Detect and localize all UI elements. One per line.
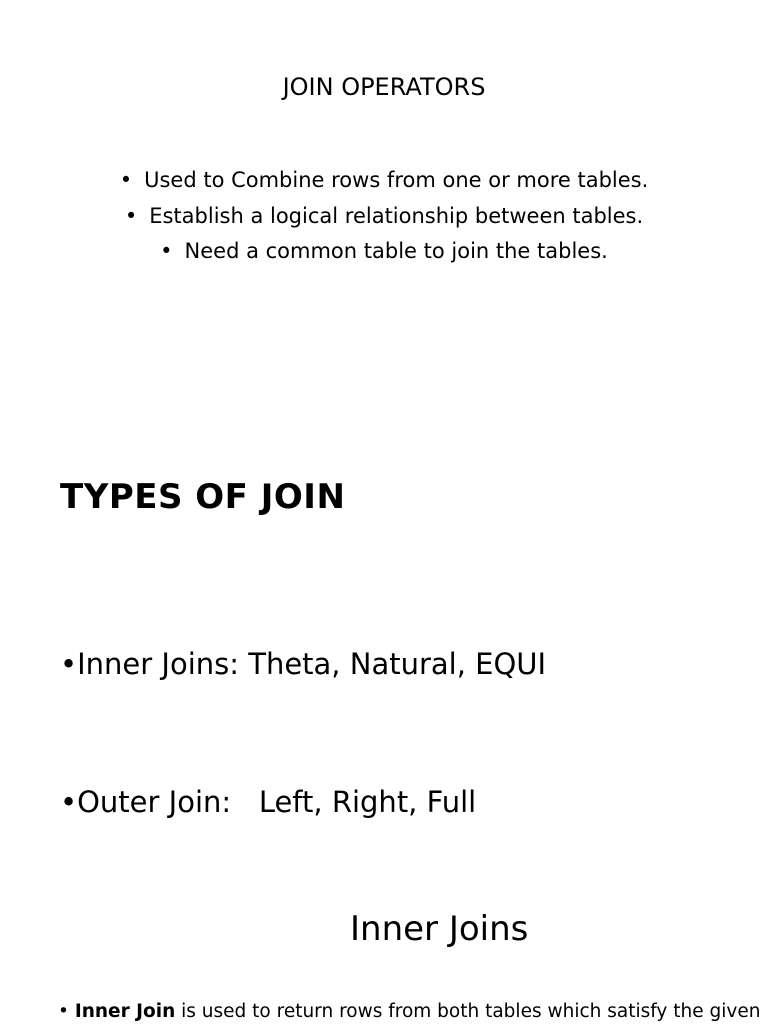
term-bold: Inner Join <box>74 1001 176 1022</box>
list-item: •Outer Join: Left, Right, Full <box>60 785 477 819</box>
bullet-icon: • <box>58 1001 69 1022</box>
slide-title: TYPES OF JOIN <box>60 477 346 517</box>
bullet-icon: • <box>160 239 173 263</box>
bullet-text: Establish a logical relationship between tables. <box>149 203 644 228</box>
bullet-text: Need a common table to join the tables. <box>184 239 608 263</box>
list-item <box>0 163 768 199</box>
list-item: •Inner Joins: Theta, Natural, EQUI <box>60 647 547 681</box>
bullet-list <box>60 549 546 917</box>
list-item <box>0 234 768 270</box>
body-text: is used to return rows from both tables which satisfy the given <box>175 1001 761 1022</box>
bullet-icon: • <box>119 168 133 192</box>
body-paragraph <box>58 998 761 1026</box>
bullet-list <box>0 163 768 270</box>
list-item <box>0 199 768 235</box>
bullet-text: Used to Combine rows from one or more tables. <box>144 168 649 192</box>
slide-title: Inner Joins <box>350 909 529 949</box>
bullet-icon: • <box>124 203 138 228</box>
slide-title: JOIN OPERATORS <box>282 73 486 101</box>
